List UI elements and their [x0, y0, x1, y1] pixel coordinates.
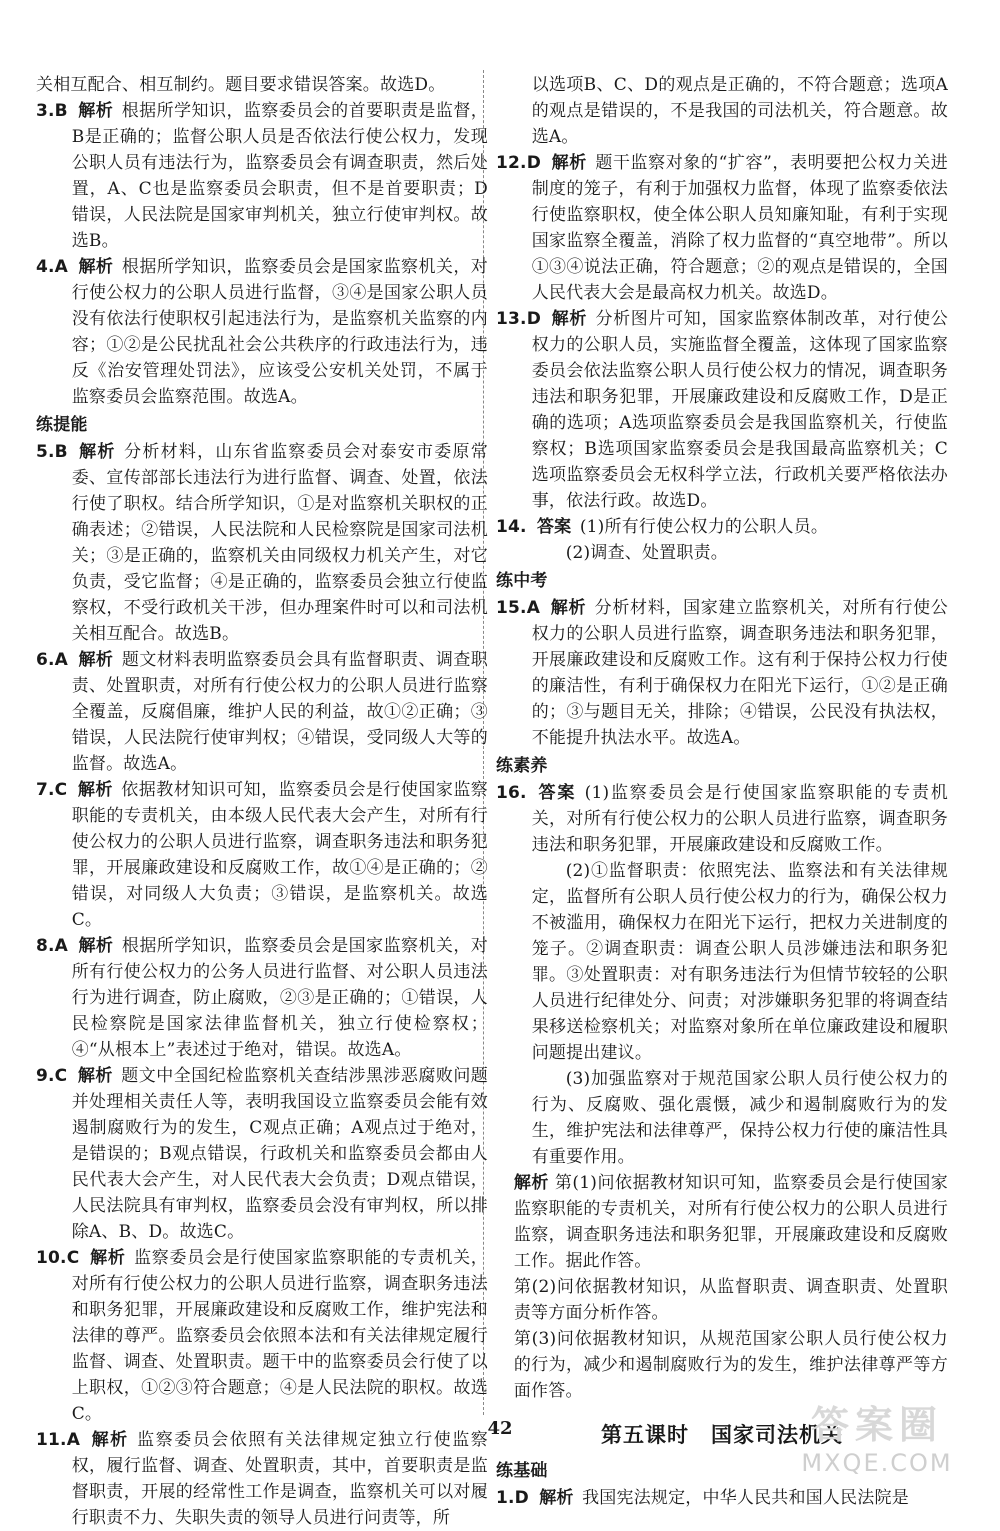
item-number: 10.C: [36, 1248, 80, 1268]
analysis-label: 解析: [551, 309, 587, 329]
item-number: 6.A: [36, 650, 69, 670]
answer-item-5: [36, 439, 488, 647]
item-number: 8.A: [36, 936, 69, 956]
section-heading: 练素养: [496, 756, 548, 776]
item-text: 题文中全国纪检监察机关查结涉黑涉恶腐败问题并处理相关责任人等，表明我国设立监察委员会能有效遏制腐败行为的发生，C观点正确；A观点过于绝对，是错误的；B观点错误，行政机关和监察委员会都由人民代表大会产生，对人民代表大会负责；D观点错误，人民法院具有审判权，监察委员会没有审判权，所以排除A、B、D。故选C。: [71, 1066, 488, 1242]
right-column: [496, 72, 948, 1511]
analysis-label: 解析: [78, 257, 114, 277]
answer-item-14: [496, 514, 948, 540]
answer-item-9: [36, 1063, 488, 1245]
left-column: [36, 72, 488, 1531]
item-number: 11.A: [36, 1430, 81, 1450]
section-heading: 练基础: [496, 1461, 548, 1481]
answer-item-10: [36, 1245, 488, 1427]
item-number: 3.B: [36, 101, 68, 121]
item-number: 12.D: [496, 153, 542, 173]
answer-item-7: [36, 777, 488, 933]
analysis-label: 解析: [78, 650, 114, 670]
section-heading: 练提能: [36, 415, 88, 435]
item-text: 分析材料，国家建立监察机关，对所有行使公权力的公职人员进行监察，调查职务违法和职务犯罪，开展廉政建设和反腐败工作。这有利于保持公权力行使的廉洁性，有利于确保权力在阳光下运行，①②是正确的；③与题目无关，排除；④错误，公民没有执法权，不能提升执法水平。故选A。: [531, 598, 949, 748]
answer-text-3: (3)加强监察对于规范国家公职人员行使公权力的行为、反腐败、强化震慑，减少和遏制腐败行为的发生，维护宪法和法律尊严，保持公权力行使的廉洁性具有重要作用。: [531, 1069, 948, 1167]
item-text: 题文材料表明监察委员会具有监督职责、调查职责、处置职责，对所有行使公权力的公职人员进行监察全覆盖，反腐倡廉，维护人民的利益，故①②正确；③错误，人民法院行使审判权；④错误，受同级人大等的监督。故选A。: [71, 650, 488, 774]
analysis-label: 解析: [78, 101, 114, 121]
analysis-label: 解析: [78, 442, 116, 462]
watermark-bottom: MXQE.COM: [801, 1449, 953, 1477]
analysis-label: 解析: [551, 153, 587, 173]
item-number: 7.C: [36, 780, 68, 800]
answer-item-15: [496, 595, 948, 751]
watermark-logo: [782, 1394, 972, 1490]
item-text: 题干监察对象的“扩容”，表明要把公权力关进制度的笼子，有利于加强权力监督，体现了监察委依法行使监察职权，使全体公职人员知廉知耻，有利于实现国家监察全覆盖，消除了权力监督的“真空地带”。所以①③④说法正确，符合题意；②的观点是错误的，全国人民代表大会是最高权力机关。故选D。: [531, 153, 948, 303]
explanation-2: 第(2)问依据教材知识，从监督职责、调查职责、处置职责等方面分析作答。: [513, 1277, 948, 1323]
answer-text-1: (1)所有行使公权力的公职人员。: [579, 517, 829, 537]
answer-label: 答案: [536, 517, 572, 537]
answer-item-8: [36, 933, 488, 1063]
item-number: 1.D: [496, 1488, 529, 1508]
item-number: 16.: [496, 783, 527, 803]
item-number: 5.B: [36, 442, 68, 462]
answer-item-13: [496, 306, 948, 514]
item-text: 我国宪法规定，中华人民共和国人民法院是: [582, 1488, 909, 1508]
item-number: 15.A: [496, 598, 541, 618]
answer-item-4: [36, 254, 488, 410]
item-text: 分析图片可知，国家监察体制改革，对行使公权力的公职人员，实施监督全覆盖，这体现了国家监察委员会依法监察公职人员行使公权力的情况，调查职务违法和职务犯罪，开展廉政建设和反腐败工作，D是正确的选项；A选项监察委员会是我国监察机关，行使监察权；B选项国家监察委员会是我国最高监察机关；C选项监察委员会无权科学立法，行政机关要严格依法办事，依法行政。故选D。: [531, 309, 948, 511]
explanation-3: 第(3)问依据教材知识，从规范国家公职人员行使公权力的行为，减少和遏制腐败行为的发生，维护法律尊严等方面作答。: [513, 1329, 948, 1401]
answer-item-6: [36, 647, 488, 777]
item-number: 14.: [496, 517, 527, 537]
analysis-label: 解析: [90, 1430, 129, 1450]
analysis-label: 解析: [550, 598, 587, 618]
answer-item-12: [496, 150, 948, 306]
continued-text: 关相互配合、相互制约。题目要求错误答案。故选D。: [36, 75, 446, 95]
answer-item-11: [36, 1427, 488, 1531]
item-number: 9.C: [36, 1066, 68, 1086]
item-number: 13.D: [496, 309, 542, 329]
item-text: 根据所学知识，监察委员会是国家监察机关，对所有行使公权力的公务人员进行监督、对公职人员违法行为进行调查，防止腐败，②③是正确的；①错误，人民检察院是国家法律监督机关，独立行使检察权；④“从根本上”表述过于绝对，错误。故选A。: [71, 936, 488, 1060]
watermark-top: 答案圈: [810, 1403, 943, 1447]
item-text: 根据所学知识，监察委员会的首要职责是监督，B是正确的；监督公职人员是否依法行使公权力，发现公职人员有违法行为，监察委员会有调查职责，然后处置，A、C也是监察委员会职责，但不是首要职责；D错误，人民法院是国家审判机关，独立行使审判权。故选B。: [71, 101, 488, 251]
answer-text-2: (2)①监督职责：依照宪法、监察法和有关法律规定，监督所有公职人员行使公权力的行为，确保公权力不被滥用，确保权力在阳光下运行，把权力关进制度的笼子。②调查职责：调查公职人员涉嫌违法和职务犯罪。③处置职责：对有职务违法行为但情节较轻的公职人员进行纪律处分、问责；对涉嫌职务犯罪的将调查结果移送检察机关；对监察对象所在单位廉政建设和履职问题提出建议。: [531, 861, 948, 1063]
item-text: 根据所学知识，监察委员会是国家监察机关，对行使公权力的公职人员进行监督，③④是国家公职人员没有依法行使职权引起违法行为，是监察机关监察的内容；①②是公民扰乱社会公共秩序的行政违法行为，违反《治安管理处罚法》，应该受公安机关处罚，不属于监察委员会监察范围。故选A。: [71, 257, 488, 407]
section-heading: 练中考: [496, 571, 548, 591]
item-text: 监察委员会是行使国家监察职能的专责机关，对所有行使公权力的公职人员进行监察，调查职务违法和职务犯罪，开展廉政建设和反腐败工作，维护宪法和法律的尊严。监察委员会依照本法和有关法律规定履行监督、调查、处置职责。题干中的监察委员会行使了以上职权，①②③符合题意；④是人民法院的职权。故选C。: [71, 1248, 488, 1424]
answer-label: 答案: [536, 783, 577, 803]
answer-item-16: [496, 780, 948, 858]
lesson-title: 第五课时 国家司法机关: [601, 1423, 843, 1447]
item-text: 分析材料，山东省监察委员会对泰安市委原常委、宣传部部长违法行为进行监督、调查、处置，依法行使了职权。结合所学知识，①是对监察机关职权的正确表述；②错误，人民法院和人民检察院是国家司法机关；③是正确的，监察机关由同级权力机关产生，对它负责，受它监督；④是正确的，监察委员会独立行使监察权，不受行政机关干涉，但办理案件时可以和司法机关相互配合。故选B。: [71, 442, 488, 644]
analysis-label: 解析: [513, 1173, 549, 1193]
continued-text: 以选项B、C、D的观点是正确的，不符合题意；选项A的观点是错误的，不是我国的司法机关，符合题意。故选A。: [531, 75, 948, 147]
analysis-label: 解析: [77, 780, 113, 800]
explanation-text: 第(1)问依据教材知识可知，监察委员会是行使国家监察职能的专责机关，对所有行使公权力的公职人员进行监察，调查职务违法和职务犯罪，开展廉政建设和反腐败工作。据此作答。: [513, 1173, 948, 1271]
answer-text-2: (2)调查、处置职责。: [565, 543, 728, 563]
analysis-label: 解析: [89, 1248, 126, 1268]
analysis-label: 解析: [77, 1066, 113, 1086]
page-number: 42: [487, 1418, 513, 1439]
item-text: 监察委员会依照有关法律规定独立行使监察权，履行监督、调查、处置职责，其中，首要职责是监督职责，开展的经常性工作是调查，监察机关可以对履行职责不力、失职失责的领导人员进行问责等，所: [71, 1430, 488, 1528]
item-text: 依据教材知识可知，监察委员会是行使国家监察职能的专责机关，由本级人民代表大会产生，对所有行使公权力的公职人员进行监察，调查职务违法和职务犯罪，开展廉政建设和反腐败工作，故①④是正确的；②错误，对同级人大负责；③错误，是监察机关。故选C。: [71, 780, 488, 930]
answer-text-1: (1)监察委员会是行使国家监察职能的专责机关，对所有行使公权力的公职人员进行监察，调查职务违法和职务犯罪，开展廉政建设和反腐败工作。: [531, 783, 948, 855]
item-number: 4.A: [36, 257, 69, 277]
explanation-1: [496, 1170, 948, 1274]
analysis-label: 解析: [539, 1488, 574, 1508]
answer-item-3: [36, 98, 488, 254]
analysis-label: 解析: [78, 936, 114, 956]
